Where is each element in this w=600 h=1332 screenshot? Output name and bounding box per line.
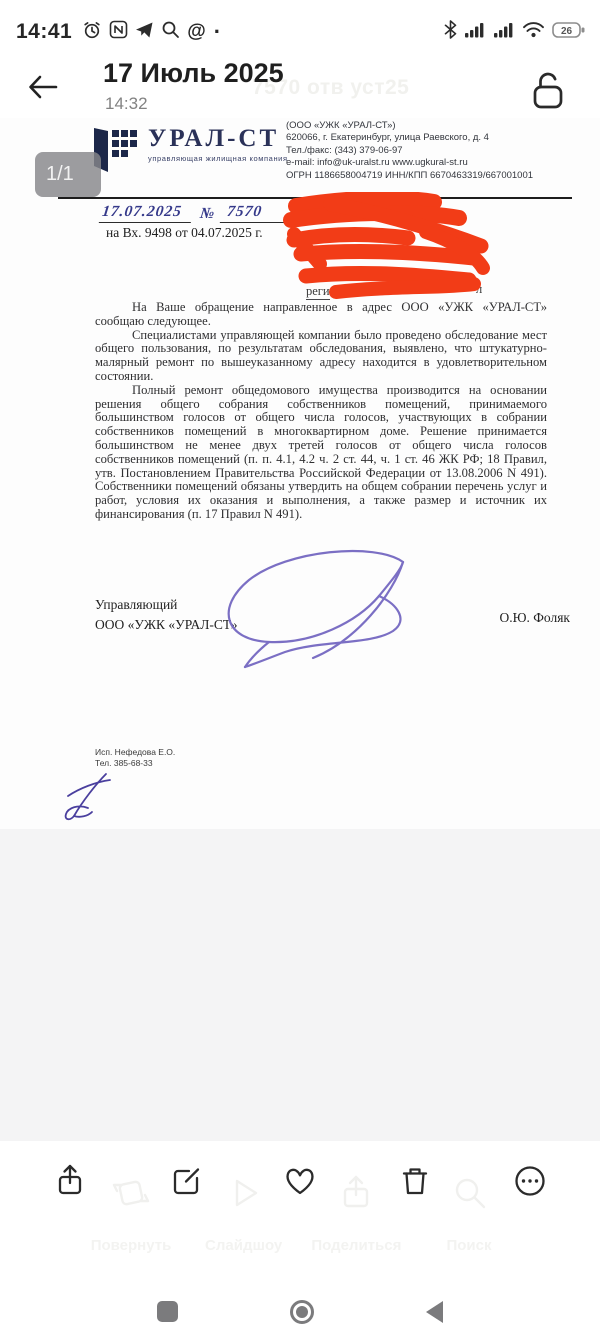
letterhead-line: 620066, г. Екатеринбург, улица Раевского, д. 4 bbox=[286, 132, 489, 144]
trash-icon[interactable] bbox=[397, 1163, 433, 1199]
battery-percent-text: 26 bbox=[560, 25, 573, 37]
photo-background bbox=[0, 829, 600, 1141]
letter-paragraph: Полный ремонт общедомового имущества производится на основании решения общего собрания собственников помещений, принимаемого большинством голосов от общего числа голосов, участвующих в собрании собственников помещений в многоквартирном доме. Решение принимается большинством не менее двух третей голосов от общего числа голосов собственников помещений (п. п. 4.1, 4.2 ч. 2 ст. 44, ч. 1 ст. 46 ЖК РФ; 18 Правил, утв. Постановлением Правительства Российской Федерации от 13.08.2006 N 491). Собственники помещений обязаны утвердить на общем собрании перечень услуг и работ, условия их оказания и выполнения, а также размер и источник их финансирования (п. 17 Правил N 491). bbox=[95, 382, 547, 521]
signal-icon bbox=[493, 21, 515, 43]
page-counter-badge bbox=[35, 152, 101, 197]
nav-back-button[interactable] bbox=[426, 1301, 443, 1323]
outgoing-ref bbox=[100, 203, 288, 223]
incoming-ref-line: на Вх. 9498 от 04.07.2025 г. bbox=[106, 225, 263, 240]
app-header bbox=[0, 54, 600, 118]
edit-icon[interactable] bbox=[167, 1163, 203, 1199]
letterhead-line: ОГРН 1186658004719 ИНН/КПП 6670463319/667001001 bbox=[286, 169, 534, 181]
logo-company-name: УРАЛ-СТ bbox=[148, 125, 280, 152]
letterhead-line: e-mail: info@uk-uralst.ru www.ugkural-st.ru bbox=[286, 157, 468, 169]
letterhead-contacts bbox=[286, 120, 574, 182]
ghost-label-slideshow: Слайдшоу bbox=[205, 1237, 283, 1254]
executor-name: Исп. Нефедова Е.О. bbox=[95, 747, 176, 757]
photo-date-title: 17 Июль 2025 bbox=[103, 58, 284, 88]
at-icon: @ bbox=[187, 21, 206, 42]
filename-ghost-text: 7570 отв уст25 bbox=[252, 76, 410, 99]
company-logo bbox=[92, 126, 288, 178]
page-counter-text: 1/1 bbox=[46, 163, 74, 185]
toolbar-actions bbox=[0, 1163, 600, 1199]
ghost-label-search: Поиск bbox=[446, 1237, 492, 1254]
letter-body bbox=[95, 301, 547, 522]
letter-paragraph: Специалистами управляющей компании было проведено обследование мест общего пользования, по результатам обследования, выявлено, что штукатурно-малярный ремонт по вышеуказанному адресу находится в удовлетворительном состоянии. bbox=[95, 327, 547, 383]
status-clock: 14:41 bbox=[16, 20, 73, 43]
home-button[interactable] bbox=[290, 1300, 314, 1324]
status-left-cluster bbox=[16, 19, 221, 45]
redacted-text-fragment: реги bbox=[306, 284, 330, 298]
logo-tagline: управляющая жилищная компания bbox=[148, 154, 288, 163]
telegram-icon bbox=[135, 21, 154, 44]
battery-icon bbox=[552, 21, 586, 44]
android-nav-bar bbox=[0, 1291, 600, 1332]
number-sign: № bbox=[198, 205, 217, 222]
bluetooth-icon bbox=[444, 20, 457, 44]
handwritten-initial bbox=[60, 770, 130, 822]
redacted-text-fragment: л bbox=[476, 282, 483, 296]
unlock-icon[interactable] bbox=[528, 70, 568, 112]
signer-role-line: Управляющий bbox=[95, 597, 178, 612]
letterhead-line: (ООО «УЖК «УРАЛ-СТ») bbox=[286, 120, 396, 131]
status-bar bbox=[0, 0, 600, 54]
nfc-icon bbox=[109, 20, 128, 44]
dot-icon: · bbox=[213, 19, 222, 44]
back-button[interactable] bbox=[26, 72, 60, 102]
signal-icon bbox=[464, 21, 486, 43]
photo-time-subtitle: 14:32 bbox=[105, 94, 148, 113]
wifi-icon bbox=[522, 21, 545, 44]
more-icon[interactable] bbox=[512, 1163, 548, 1199]
ghost-label-share: Поделиться bbox=[311, 1237, 402, 1254]
heart-icon[interactable] bbox=[282, 1163, 318, 1199]
fading-toolbar-labels bbox=[0, 1237, 600, 1254]
search-icon bbox=[161, 20, 180, 44]
redacted-text-fragment: итска bbox=[380, 208, 410, 222]
recents-button[interactable] bbox=[157, 1301, 178, 1322]
outgoing-number-handwritten: 7570 bbox=[220, 203, 289, 223]
bottom-toolbar bbox=[0, 1141, 600, 1291]
letter-document[interactable] bbox=[0, 118, 600, 829]
handwritten-signature bbox=[195, 546, 430, 671]
letterhead-line: Тел./факс: (343) 379-06-97 bbox=[286, 144, 403, 156]
share-icon[interactable] bbox=[52, 1163, 88, 1199]
letter-paragraph: На Ваше обращение направленное в адрес ООО «УЖК «УРАЛ-СТ» сообщаю следующее. bbox=[95, 300, 547, 328]
signer-name: О.Ю. Фоляк bbox=[499, 610, 570, 625]
ghost-label-rotate: Повернуть bbox=[90, 1237, 172, 1254]
red-marker-scribble bbox=[276, 192, 494, 312]
status-right-cluster bbox=[444, 20, 586, 44]
signer-role-line: ООО «УЖК «УРАЛ-СТ» bbox=[95, 617, 238, 632]
alarm-icon bbox=[82, 20, 102, 45]
executor-block bbox=[95, 747, 175, 769]
outgoing-date-handwritten: 17.07.2025 bbox=[99, 203, 193, 223]
redacted-recipient-block bbox=[276, 192, 494, 312]
executor-phone: Тел. 385-68-33 bbox=[95, 758, 153, 768]
